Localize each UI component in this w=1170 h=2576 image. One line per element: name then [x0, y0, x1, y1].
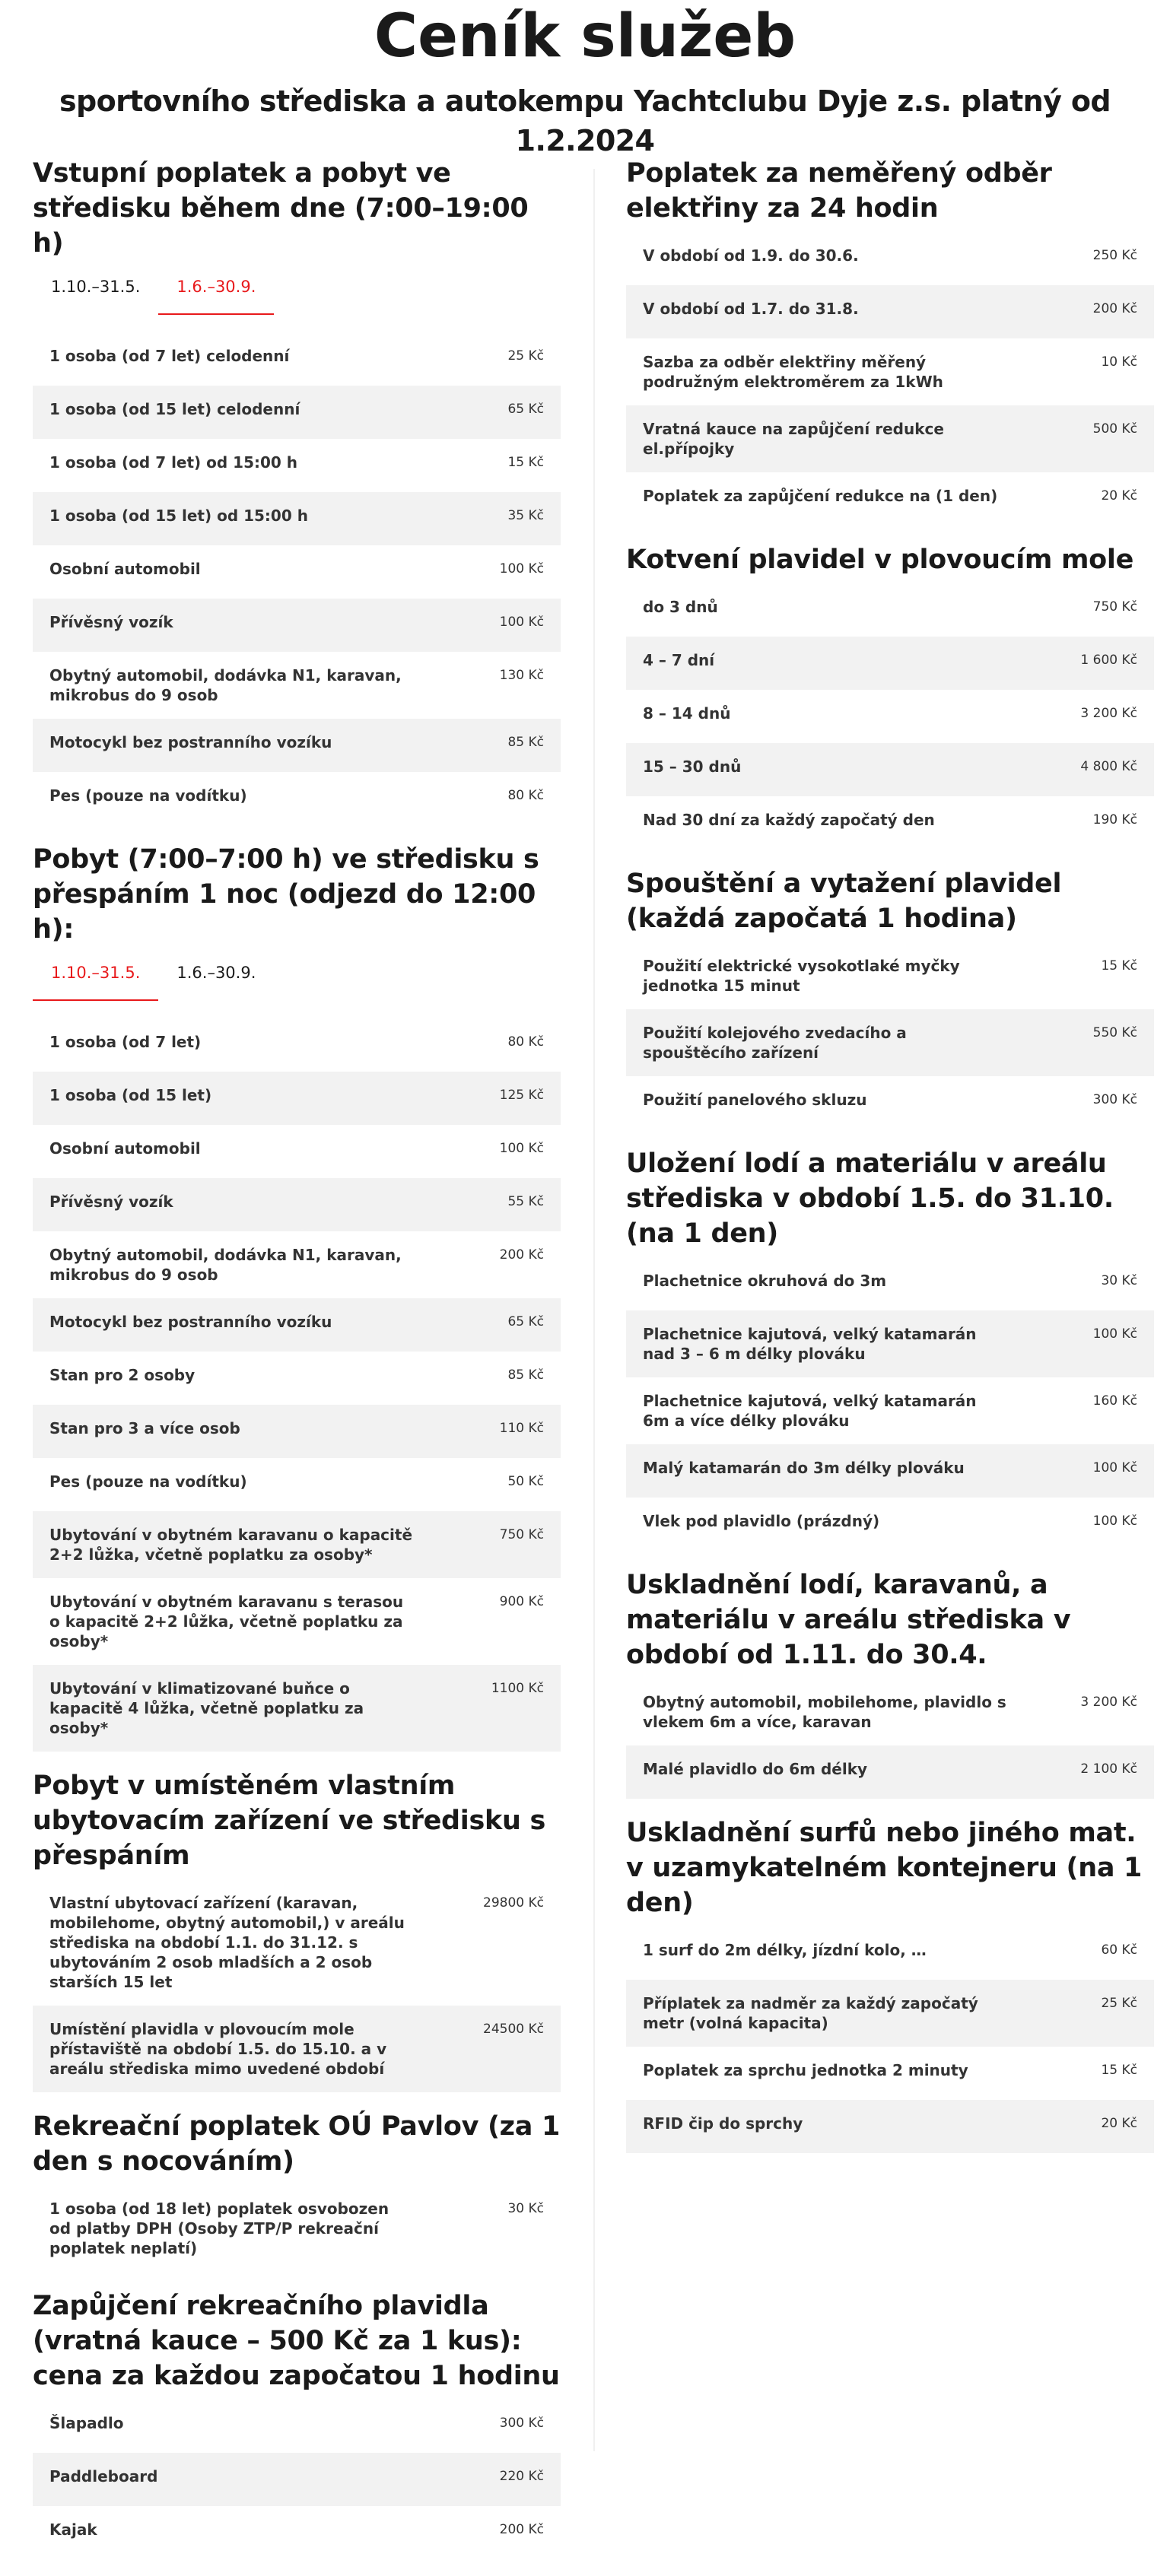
price-row [33, 2400, 561, 2453]
price-item-label: Pes (pouze na vodítku) [49, 786, 247, 805]
section-title: Pobyt (7:00–7:00 h) ve středisku s přespáním 1 noc (odjezd do 12:00 h): [33, 844, 539, 945]
price-value: 15 Kč [507, 455, 544, 470]
price-list [626, 1926, 1154, 2153]
price-row [33, 2006, 561, 2092]
price-section-zapujceni-rekreacniho-plavidla-vratna-ka [33, 2289, 561, 2576]
price-item-label: 1 osoba (od 18 let) poplatek osvobozen od platby DPH (Osoby ZTP/P rekreační poplatek neplatí) [49, 2200, 389, 2257]
section-title: Zapůjčení rekreačního plavidla (vratná kauce – 500 Kč za 1 kus): cena za každou započatou 1 hodinu [33, 2291, 560, 2391]
price-item-label: Použití kolejového zvedacího a spouštěcího zařízení [643, 1024, 907, 1062]
price-item-label: Použití panelového skluzu [643, 1091, 867, 1109]
price-item-label: 1 osoba (od 15 let) [49, 1086, 212, 1104]
price-value: 100 Kč [499, 615, 544, 630]
price-row [33, 599, 561, 652]
price-item-label: Šlapadlo [49, 2414, 124, 2432]
price-value: 15 Kč [1101, 2063, 1137, 2078]
price-item-label: Malé plavidlo do 6m délky [643, 1760, 868, 1778]
price-row [33, 2185, 561, 2272]
price-section-pobyt-v-umistenem-vlastnim-ubytovacim-za [33, 1768, 561, 2109]
price-row [33, 2506, 561, 2559]
price-row [33, 652, 561, 719]
section-title: Kotvení plavidel v plovoucím mole [626, 545, 1134, 575]
price-item-label: Plachetnice okruhová do 3m [643, 1272, 887, 1290]
price-value: 3 200 Kč [1080, 706, 1137, 721]
price-value: 1 600 Kč [1080, 653, 1137, 668]
price-list [626, 942, 1154, 1129]
price-item-label: Paddleboard [49, 2467, 158, 2485]
price-item-label: Osobní automobil [49, 1139, 201, 1158]
price-value: 130 Kč [499, 668, 544, 683]
price-item-label: Stan pro 3 a více osob [49, 1419, 240, 1437]
price-row [626, 2047, 1154, 2100]
price-item-label: 1 osoba (od 15 let) od 15:00 h [49, 507, 308, 525]
price-row [626, 1926, 1154, 1980]
price-list [33, 1018, 561, 1752]
price-row [33, 1405, 561, 1458]
price-list [626, 232, 1154, 526]
price-row [626, 405, 1154, 472]
price-value: 200 Kč [1092, 301, 1137, 316]
section-title: Spouštění a vytažení plavidel (každá započatá 1 hodina) [626, 869, 1062, 934]
price-value: 24500 Kč [483, 2022, 544, 2037]
right-column [626, 156, 1154, 2170]
price-item-label: Přívěsný vozík [49, 613, 173, 631]
price-value: 100 Kč [1092, 1460, 1137, 1475]
section-title: Uskladnění lodí, karavanů, a materiálu v areálu střediska v období od 1.11. do 30.4. [626, 1570, 1071, 1670]
price-row [33, 1458, 561, 1511]
price-value: 4 800 Kč [1080, 759, 1137, 774]
price-row [33, 719, 561, 772]
price-section-kotveni-plavidel-v-plovoucim-mole [626, 542, 1154, 866]
price-row [626, 1009, 1154, 1076]
section-title: Vstupní poplatek a pobyt ve středisku během dne (7:00–19:00 h) [33, 158, 529, 259]
price-value: 550 Kč [1092, 1025, 1137, 1040]
price-row [626, 1076, 1154, 1129]
price-item-label: V období od 1.7. do 31.8. [643, 300, 859, 318]
season-tab[interactable]: 1.10.–31.5. [33, 953, 158, 1003]
price-section-pobyt-7-00-7-00-h-ve-stredisku-s-prespan [33, 842, 561, 1768]
price-item-label: 8 – 14 dnů [643, 704, 731, 723]
price-value: 20 Kč [1101, 488, 1137, 503]
price-section-uskladneni-lodi-karavanu-a-materialu-v-a [626, 1568, 1154, 1815]
price-value: 20 Kč [1101, 2116, 1137, 2131]
season-tab[interactable]: 1.10.–31.5. [51, 278, 141, 296]
price-value: 29800 Kč [483, 1895, 544, 1911]
price-row [33, 1578, 561, 1665]
price-item-label: Motocykl bez postranního vozíku [49, 1313, 332, 1331]
price-row [33, 2453, 561, 2506]
price-value: 85 Kč [507, 1367, 544, 1383]
price-row [626, 1257, 1154, 1310]
price-value: 125 Kč [499, 1088, 544, 1103]
price-item-label: 1 osoba (od 7 let) [49, 1033, 202, 1051]
price-item-label: 1 surf do 2m délky, jízdní kolo, … [643, 1941, 927, 1959]
price-item-label: 4 – 7 dní [643, 651, 715, 669]
page-title: Ceník služeb [374, 2, 796, 71]
price-row [33, 1231, 561, 1298]
price-value: 80 Kč [507, 1034, 544, 1050]
price-list [33, 332, 561, 825]
price-list [626, 583, 1154, 850]
price-value: 300 Kč [1092, 1092, 1137, 1107]
price-list [626, 1679, 1154, 1799]
price-row [626, 1444, 1154, 1498]
price-section-rekreacni-poplatek-ou-pavlov-za-1-den-s- [33, 2109, 561, 2289]
price-item-label: Sazba za odběr elektřiny měřený podružným elektroměrem za 1kWh [643, 353, 943, 391]
price-value: 30 Kč [1101, 1273, 1137, 1288]
price-value: 100 Kč [1092, 1326, 1137, 1342]
price-value: 750 Kč [499, 1527, 544, 1542]
price-item-label: Přívěsný vozík [49, 1193, 173, 1211]
price-row [626, 285, 1154, 338]
price-item-label: Poplatek za zapůjčení redukce na (1 den) [643, 487, 998, 505]
price-row [626, 743, 1154, 796]
price-row [626, 583, 1154, 637]
column-divider [593, 169, 595, 2451]
price-item-label: Vratná kauce na zapůjčení redukce el.přípojky [643, 420, 944, 458]
price-list [33, 2400, 561, 2559]
price-item-label: Příplatek za nadměr za každý započatý metr (volná kapacita) [643, 1994, 978, 2032]
price-row [33, 1879, 561, 2006]
price-row [626, 232, 1154, 285]
price-value: 30 Kč [507, 2201, 544, 2216]
price-item-label: Stan pro 2 osoby [49, 1366, 196, 1384]
price-item-label: Nad 30 dní za každý započatý den [643, 811, 935, 829]
season-tabs [33, 267, 561, 317]
price-item-label: Ubytování v klimatizované buňce o kapacitě 4 lůžka, včetně poplatku za osoby* [49, 1679, 364, 1737]
price-row [626, 338, 1154, 405]
price-item-label: 1 osoba (od 7 let) od 15:00 h [49, 453, 298, 472]
price-item-label: do 3 dnů [643, 598, 718, 616]
price-section-uskladneni-surfu-nebo-jineho-mat-v-uzamy [626, 1815, 1154, 2170]
price-item-label: Obytný automobil, mobilehome, plavidlo s vlekem 6m a více, karavan [643, 1693, 1006, 1731]
price-value: 250 Kč [1092, 248, 1137, 263]
season-tab[interactable]: 1.6.–30.9. [158, 267, 274, 317]
section-title: Uskladnění surfů nebo jiného mat. v uzamykatelném kontejneru (na 1 den) [626, 1818, 1143, 1918]
price-section-spousteni-a-vytazeni-plavidel-kazda-zapo [626, 866, 1154, 1146]
price-item-label: 15 – 30 dnů [643, 758, 742, 776]
price-value: 65 Kč [507, 402, 544, 417]
price-item-label: Motocykl bez postranního vozíku [49, 733, 332, 751]
price-section-poplatek-za-nemereny-odber-elektriny-za- [626, 156, 1154, 542]
price-row [626, 1498, 1154, 1551]
price-item-label: Obytný automobil, dodávka N1, karavan, mikrobus do 9 osob [49, 1246, 402, 1284]
price-value: 2 100 Kč [1080, 1761, 1137, 1777]
price-row [33, 1178, 561, 1231]
price-row [33, 492, 561, 545]
season-tabs [33, 953, 561, 1003]
price-row [626, 1980, 1154, 2047]
price-row [33, 1072, 561, 1125]
price-item-label: Vlastní ubytovací zařízení (karavan, mobilehome, obytný automobil,) v areálu střediska na období 1.1. do 31.12. s ubytováním 2 osob mladších a 2 osob starších 15 let [49, 1894, 405, 1991]
price-row [33, 1298, 561, 1352]
price-value: 65 Kč [507, 1314, 544, 1329]
price-value: 100 Kč [1092, 1514, 1137, 1529]
price-value: 220 Kč [499, 2469, 544, 2484]
price-value: 35 Kč [507, 508, 544, 523]
price-value: 3 200 Kč [1080, 1695, 1137, 1710]
price-list [33, 1879, 561, 2092]
price-row [626, 1679, 1154, 1745]
price-value: 55 Kč [507, 1194, 544, 1209]
page-subtitle: sportovního střediska a autokempu Yachtclubu Dyje z.s. platný od 1.2.2024 [59, 84, 1111, 157]
price-row [33, 332, 561, 386]
price-row [33, 1125, 561, 1178]
price-item-label: RFID čip do sprchy [643, 2114, 803, 2133]
price-row [33, 1018, 561, 1072]
price-row [626, 1377, 1154, 1444]
price-value: 85 Kč [507, 735, 544, 750]
price-list [33, 2185, 561, 2272]
season-tab[interactable]: 1.6.–30.9. [176, 964, 256, 982]
price-item-label: Osobní automobil [49, 560, 201, 578]
price-row [33, 386, 561, 439]
price-value: 900 Kč [499, 1594, 544, 1609]
price-item-label: V období od 1.9. do 30.6. [643, 246, 859, 265]
price-row [626, 637, 1154, 690]
price-row [626, 690, 1154, 743]
price-item-label: Kajak [49, 2520, 97, 2539]
price-item-label: Ubytování v obytném karavanu o kapacitě 2+2 lůžka, včetně poplatku za osoby* [49, 1526, 413, 1564]
price-row [33, 1352, 561, 1405]
price-item-label: Vlek pod plavidlo (prázdný) [643, 1512, 880, 1530]
price-row [33, 772, 561, 825]
price-value: 200 Kč [499, 2522, 544, 2537]
price-value: 60 Kč [1101, 1942, 1137, 1958]
price-value: 15 Kč [1101, 958, 1137, 974]
price-value: 80 Kč [507, 788, 544, 803]
price-item-label: 1 osoba (od 7 let) celodenní [49, 347, 290, 365]
section-title: Rekreační poplatek OÚ Pavlov (za 1 den s nocováním) [33, 2111, 560, 2177]
price-item-label: Ubytování v obytném karavanu s terasou o kapacitě 2+2 lůžka, včetně poplatku za osoby* [49, 1593, 404, 1650]
price-value: 25 Kč [1101, 1996, 1137, 2011]
price-value: 50 Kč [507, 1474, 544, 1489]
price-value: 190 Kč [1092, 812, 1137, 827]
price-row [626, 2100, 1154, 2153]
price-row [626, 796, 1154, 850]
price-item-label: Plachetnice kajutová, velký katamarán 6m a více délky plováku [643, 1392, 977, 1430]
price-row [626, 942, 1154, 1009]
price-item-label: Plachetnice kajutová, velký katamarán nad 3 – 6 m délky plováku [643, 1325, 977, 1363]
section-title: Pobyt v umístěném vlastním ubytovacím zařízení ve středisku s přespáním [33, 1771, 546, 1871]
price-row [626, 1310, 1154, 1377]
price-row [33, 1665, 561, 1752]
price-value: 1100 Kč [491, 1681, 544, 1696]
price-item-label: Malý katamarán do 3m délky plováku [643, 1459, 965, 1477]
price-value: 160 Kč [1092, 1393, 1137, 1409]
price-value: 100 Kč [499, 561, 544, 577]
price-value: 100 Kč [499, 1141, 544, 1156]
price-item-label: Použití elektrické vysokotlaké myčky jednotka 15 minut [643, 957, 960, 995]
left-column [33, 156, 561, 2576]
price-item-label: Umístění plavidla v plovoucím mole přístaviště na období 1.5. do 15.10. a v areálu střediska mimo uvedené období [49, 2020, 387, 2078]
price-item-label: 1 osoba (od 15 let) celodenní [49, 400, 300, 418]
price-row [33, 439, 561, 492]
price-section-vstupni-poplatek-a-pobyt-ve-stredisku-be [33, 156, 561, 842]
price-row [33, 1511, 561, 1578]
price-value: 25 Kč [507, 348, 544, 364]
price-value: 200 Kč [499, 1247, 544, 1263]
price-value: 110 Kč [499, 1421, 544, 1436]
price-value: 500 Kč [1092, 421, 1137, 437]
price-row [626, 472, 1154, 526]
price-row [626, 1745, 1154, 1799]
price-item-label: Obytný automobil, dodávka N1, karavan, mikrobus do 9 osob [49, 666, 402, 704]
price-section-ulozeni-lodi-a-materialu-v-arealu-stredi [626, 1146, 1154, 1568]
section-title: Poplatek za neměřený odběr elektřiny za 24 hodin [626, 158, 1052, 224]
price-list [626, 1257, 1154, 1551]
section-title: Uložení lodí a materiálu v areálu střediska v období 1.5. do 31.10. (na 1 den) [626, 1148, 1114, 1249]
price-value: 750 Kč [1092, 599, 1137, 615]
price-value: 10 Kč [1101, 354, 1137, 370]
price-item-label: Pes (pouze na vodítku) [49, 1472, 247, 1491]
price-value: 300 Kč [499, 2416, 544, 2431]
price-item-label: Poplatek za sprchu jednotka 2 minuty [643, 2061, 968, 2079]
price-row [33, 545, 561, 599]
